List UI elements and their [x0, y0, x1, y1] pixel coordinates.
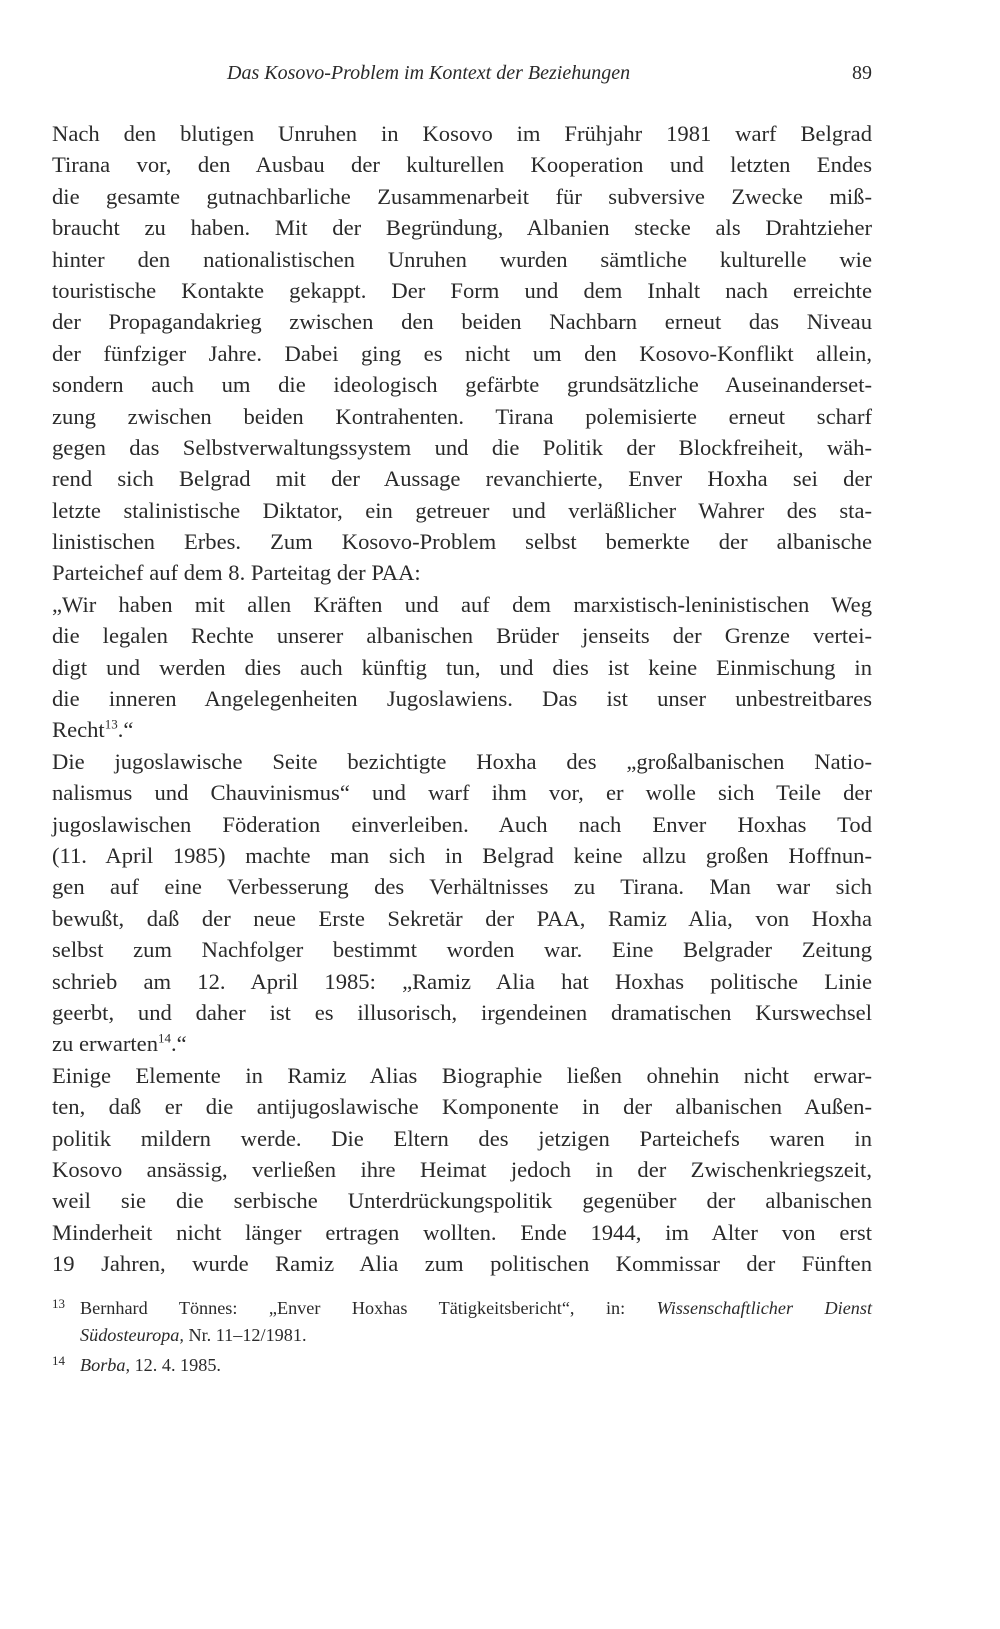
text-line: gen auf eine Verbesserung des Verhältnisses zu Tirana. Man war sich — [52, 874, 872, 900]
quote-end-text: Recht — [52, 717, 105, 743]
footnote-line — [80, 1352, 872, 1379]
footnote-14 — [52, 1352, 872, 1379]
footnotes — [52, 1295, 872, 1382]
text-line: weil sie die serbische Unterdrückungspolitik gegenüber der albanischen — [52, 1188, 872, 1214]
text-line: Die jugoslawische Seite bezichtigte Hoxha des „großalbanischen Natio- — [52, 748, 872, 774]
text-line: Minderheit nicht länger ertragen wollten. Ende 1944, im Alter von erst — [52, 1219, 872, 1245]
text-line: Einige Elemente in Ramiz Alias Biographie ließen ohnehin nicht erwar- — [52, 1062, 872, 1088]
text-line: Tirana vor, den Ausbau der kulturellen Kooperation und letzten Endes — [52, 152, 872, 178]
quote-line: „Wir haben mit allen Kräften und auf dem marxistisch-leninistischen Weg — [52, 591, 872, 617]
text-line: gegen das Selbstverwaltungssystem und die Politik der Blockfreiheit, wäh- — [52, 434, 872, 460]
text-line: nalismus und Chauvinismus“ und warf ihm vor, er wolle sich Teile der — [52, 780, 872, 806]
footnote-ref-14[interactable]: 14 — [158, 1030, 171, 1046]
text-line: sondern auch um die ideologisch gefärbte grundsätzliche Auseinanderset- — [52, 372, 872, 398]
text-line: schrieb am 12. April 1985: „Ramiz Alia hat Hoxhas politische Linie — [52, 968, 872, 994]
quote-line: die inneren Angelegenheiten Jugoslawiens. Das ist unser unbestreitbares — [52, 686, 872, 712]
text-line: Parteichef auf dem 8. Parteitag der PAA: — [52, 560, 421, 586]
body-text — [52, 118, 872, 1279]
footnote-journal: Wissenschaftlicher Dienst — [656, 1298, 872, 1318]
text-line: jugoslawischen Föderation einverleiben. Auch nach Enver Hoxhas Tod — [52, 811, 872, 837]
page-number: 89 — [852, 62, 872, 84]
footnote-ref-13[interactable]: 13 — [104, 716, 118, 732]
running-title: Das Kosovo-Problem im Kontext der Beziehungen — [227, 62, 631, 84]
running-head — [52, 62, 872, 92]
quote-line: die legalen Rechte unserer albanischen Brüder jenseits der Grenze vertei- — [52, 623, 872, 649]
footnote-text: Bernhard Tönnes: „Enver Hoxhas Tätigkeitsbericht“, in: — [80, 1298, 657, 1318]
footnote-line — [80, 1295, 872, 1322]
text-line: politik mildern werde. Die Eltern des jetzigen Parteichefs waren in — [52, 1125, 872, 1151]
text-line: linistischen Erbes. Zum Kosovo-Problem selbst bemerkte der albanische — [52, 529, 872, 555]
text-line: der fünfziger Jahre. Dabei ging es nicht um den Kosovo-Konflikt allein, — [52, 340, 872, 366]
footnote-13 — [52, 1295, 872, 1349]
text-line: Nach den blutigen Unruhen in Kosovo im Frühjahr 1981 warf Belgrad — [52, 121, 872, 146]
quote-close: .“ — [171, 1031, 187, 1057]
footnote-mark: 14 — [52, 1353, 65, 1368]
footnote-text: Nr. 11–12/1981. — [183, 1325, 307, 1345]
footnote-journal: Südosteuropa, — [80, 1325, 184, 1345]
footnote-mark: 13 — [52, 1296, 65, 1311]
text-line: letzte stalinistische Diktator, ein getreuer und verläßlicher Wahrer des sta- — [52, 497, 872, 523]
quote-line: digt und werden dies auch künftig tun, und dies ist keine Einmischung in — [52, 654, 872, 680]
footnote-text: 12. 4. 1985. — [130, 1355, 221, 1375]
quote-close: .“ — [117, 717, 134, 743]
quote-end-text: zu erwarten — [52, 1031, 158, 1057]
text-line: zung zwischen beiden Kontrahenten. Tirana polemisierte erneut scharf — [52, 403, 872, 429]
text-line: 19 Jahren, wurde Ramiz Alia zum politischen Kommissar der Fünften — [52, 1251, 872, 1277]
text-line: braucht zu haben. Mit der Begründung, Albanien stecke als Drahtzieher — [52, 215, 872, 241]
text-line: die gesamte gutnachbarliche Zusammenarbeit für subversive Zwecke miß- — [52, 183, 872, 209]
footnote-line — [80, 1322, 872, 1349]
text-line: Kosovo ansässig, verließen ihre Heimat jedoch in der Zwischenkriegszeit, — [52, 1156, 872, 1182]
footnote-journal: Borba, — [80, 1355, 131, 1375]
text-line: ten, daß er die antijugoslawische Komponente in der albanischen Außen- — [52, 1094, 872, 1120]
text-line: geerbt, und daher ist es illusorisch, irgendeinen dramatischen Kurswechsel — [52, 999, 872, 1025]
text-line: bewußt, daß der neue Erste Sekretär der PAA, Ramiz Alia, von Hoxha — [52, 905, 872, 931]
text-line: selbst zum Nachfolger bestimmt worden war. Eine Belgrader Zeitung — [52, 937, 872, 963]
text-line: touristische Kontakte gekappt. Der Form und dem Inhalt nach erreichte — [52, 277, 872, 303]
text-line: hinter den nationalistischen Unruhen wurden sämtliche kulturelle wie — [52, 246, 872, 272]
text-line: der Propagandakrieg zwischen den beiden Nachbarn erneut das Niveau — [52, 309, 872, 335]
text-line-end — [52, 1028, 872, 1059]
text-line: (11. April 1985) machte man sich in Belgrad keine allzu großen Hoffnun- — [52, 842, 872, 868]
quote-line-end — [52, 714, 872, 745]
text-line: rend sich Belgrad mit der Aussage revanchierte, Enver Hoxha sei der — [52, 466, 872, 492]
